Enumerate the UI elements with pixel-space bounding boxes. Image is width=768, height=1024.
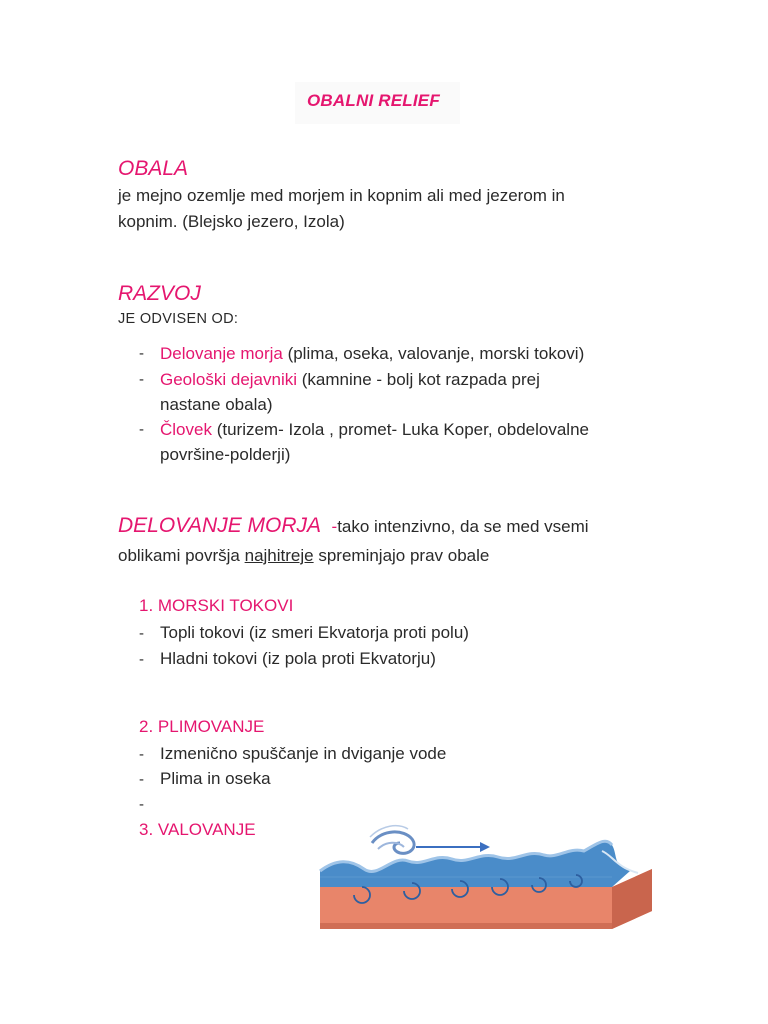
list-item: Plima in oseka (160, 769, 271, 788)
razvoj-heading: RAZVOJ (118, 282, 201, 305)
list-bullet: - (139, 371, 144, 388)
list-item: Topli tokovi (iz smeri Ekvatorja proti polu) (160, 623, 469, 642)
list-item-continuation: nastane obala) (160, 395, 273, 414)
list-bullet: - (139, 771, 144, 788)
list-item-text: (turizem- Izola , promet- Luka Koper, obdelovalne (211, 420, 589, 439)
list-bullet: - (139, 421, 144, 438)
wave-illustration (312, 815, 664, 933)
section-heading-plimovanje: 2. PLIMOVANJE (139, 717, 265, 736)
obala-heading: OBALA (118, 157, 189, 180)
delovanje-text-after: spreminjajo prav obale (313, 546, 490, 565)
delovanje-text-before: oblikami površja (118, 546, 245, 565)
list-item (160, 341, 660, 366)
page-title: OBALNI RELIEF (307, 91, 440, 110)
delovanje-text: tako intenzivno, da se med vsemi (337, 517, 589, 536)
list-item-term: Človek (160, 420, 212, 439)
list-bullet: - (139, 746, 144, 763)
list-item (160, 417, 660, 442)
delovanje-line-1 (118, 514, 589, 540)
razvoj-subheading: JE ODVISEN OD: (118, 311, 239, 327)
list-item: Hladni tokovi (iz pola proti Ekvatorju) (160, 649, 436, 668)
obala-line-1: je mejno ozemlje med morjem in kopnim ali med jezerom in (118, 186, 565, 205)
list-item-term: Geološki dejavniki (160, 370, 298, 389)
list-bullet: - (139, 345, 144, 362)
list-bullet: - (139, 796, 144, 813)
delovanje-line-2 (118, 543, 489, 569)
arrow-icon (416, 842, 490, 852)
section-heading-valovanje: 3. VALOVANJE (139, 820, 256, 839)
obala-line-2: kopnim. (Blejsko jezero, Izola) (118, 212, 345, 231)
delovanje-underlined: najhitreje (244, 546, 314, 565)
delovanje-heading: DELOVANJE MORJA (118, 514, 322, 537)
water-body (320, 841, 638, 887)
delovanje-dash: - (331, 517, 338, 536)
wind-icon (370, 826, 414, 854)
list-bullet: - (139, 625, 144, 642)
list-item-continuation: površine-polderji) (160, 445, 291, 464)
section-heading-morski-tokovi: 1. MORSKI TOKOVI (139, 596, 294, 615)
list-item-term: Delovanje morja (160, 344, 283, 363)
list-item: Izmenično spuščanje in dviganje vode (160, 744, 447, 763)
list-item-text: (kamnine - bolj kot razpada prej (297, 370, 540, 389)
list-item (160, 367, 660, 392)
list-bullet: - (139, 651, 144, 668)
list-item-text: (plima, oseka, valovanje, morski tokovi) (282, 344, 585, 363)
